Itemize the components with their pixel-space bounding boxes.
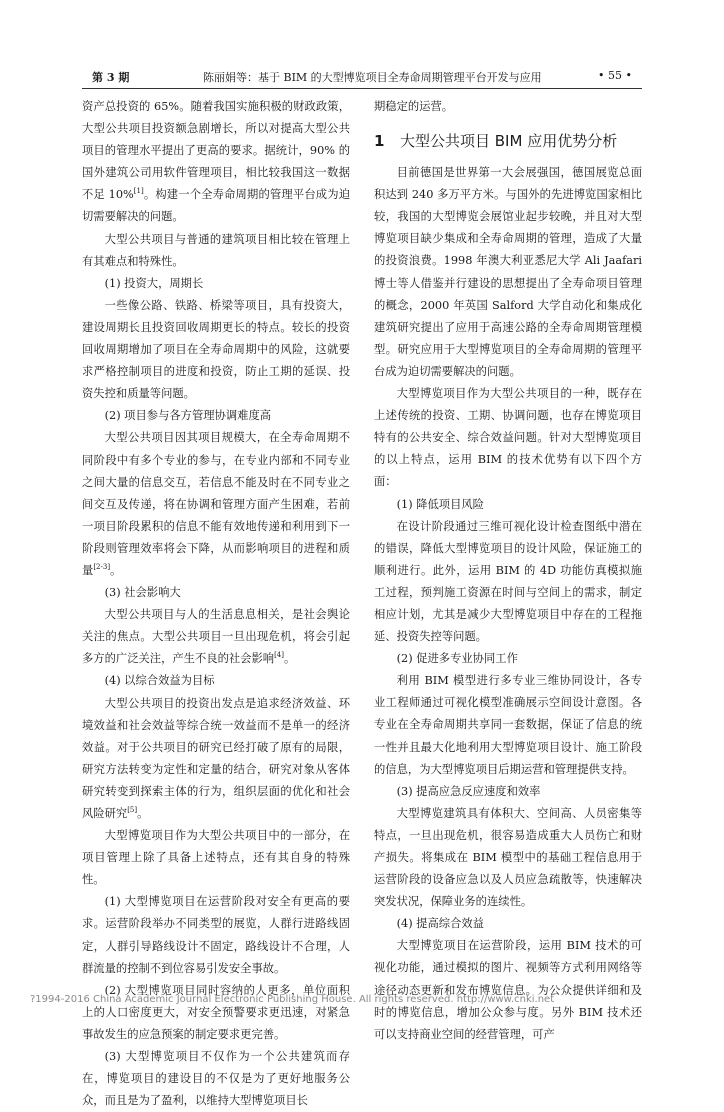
paragraph: 在设计阶段通过三维可视化设计检查图纸中潜在的错误，降低大型博览项目的设计风险，保证施工的顺利进行。此外，运用 BIM 的 4D 功能仿真模拟施工过程，预判施工资源在时间与空间上的需求，制定相应计划，尤其是减少大型博览项目中存在的工程拖延、投资失控等问题。 [374, 519, 642, 644]
paragraph: (3) 大型博览项目不仅作为一个公共建筑而存在，博览项目的建设目的不仅是为了更好地服务公众，而且是为了盈利，以维持大型博览项目长 [82, 1050, 350, 1108]
paragraph: 大型公共项目的投资出发点是追求经济效益、环境效益和社会效益等综合统一效益而不是单一的经济效益。对于公共项目的研究已经打破了原有的局限，研究方法转变为定性和定量的结合，研究对象从客体研究转变到探索主体的行为，组织层面的优化和社会风险研究[5]。 [82, 696, 350, 820]
citation: [1] [133, 187, 144, 196]
section-number: 1 [374, 132, 385, 151]
paragraph: 期稳定的运营。 [374, 100, 454, 113]
subheading: (4) 提高综合效益 [396, 917, 484, 931]
subheading: (3) 社会影响大 [104, 586, 181, 600]
subheading: (3) 提高应急反应速度和效率 [396, 784, 541, 798]
paragraph: 大型博览建筑具有体积大、空间高、人员密集等特点，一旦出现危机，很容易造成重大人员伤亡和财产损失。将集成在 BIM 模型中的基础工程信息用于运营阶段的设备应急以及人员应急疏散等，快速解决突发状况，保障业务的连续性。 [374, 806, 642, 909]
left-column [82, 96, 350, 1112]
header-rule [82, 88, 642, 89]
right-column [374, 96, 642, 1046]
citation: [5] [127, 806, 138, 815]
paragraph: 资产总投资的 65%。随着我国实施积极的财政政策，大型公共项目投资额急剧增长，所以对提高大型公共项目的管理水平提出了更高的要求。据统计，90% 的国外建筑公司用软件管理项目，相比较我国这一数据不足 10%[1]。构建一个全寿命周期的管理平台成为迫切需要解决的问题。 [82, 100, 350, 224]
paragraph: 目前德国是世界第一大会展强国，德国展览总面积达到 240 多万平方米。与国外的先进博览国家相比较，我国的大型博览会展馆业起步较晚，并且对大型博览项目缺少集成和全寿命周期的管理，造成了大量的投资浪费。1998 年澳大利亚悉尼大学 Ali Jaafari 博士等人借鉴并行建设的思想提出了全寿命项目管理的概念，2000 年英国 Salford 大学自动化和集成化建筑研究提出了应用于高速公路的全寿命周期管理模型。研究应用于大型博览项目的全寿命周期的管理平台成为迫切需要解决的问题。 [374, 166, 642, 378]
paragraph: 大型公共项目与普通的建筑项目相比较在管理上有其难点和特殊性。 [82, 232, 350, 268]
citation: [4] [274, 651, 284, 660]
subheading: (1) 降低项目风险 [396, 497, 484, 511]
paragraph: 大型公共项目与人的生活息息相关，是社会舆论关注的焦点。大型公共项目一旦出现危机，将会引起多方的广泛关注，产生不良的社会影响[4]。 [82, 608, 350, 666]
running-header [82, 68, 642, 86]
copyright-footer: ?1994-2016 China Academic Journal Electronic Publishing House. All rights reserved. http://www.cnki.net [30, 994, 555, 1005]
paragraph: 利用 BIM 模型进行多专业三维协同设计，各专业工程师通过可视化模型准确展示空间设计意图。各专业在全寿命周期共享同一套数据，保证了信息的统一性并且最大化地利用大型博览项目设计、施工阶段的信息，为大型博览项目后期运营和管理提供支持。 [374, 674, 642, 776]
citation: [2-3] [93, 563, 111, 572]
paragraph: 大型博览项目作为大型公共项目中的一部分，在项目管理上除了具备上述特点，还有其自身的特殊性。 [82, 829, 350, 887]
paragraph: 大型公共项目因其项目规模大，在全寿命周期不同阶段中有多个专业的参与，在专业内部和不同专业之间大量的信息交互，若信息不能及时在不同专业之间交互及传递，将在协调和管理方面产生困难，若前一项目阶段累积的信息不能有效地传递和利用到下一阶段则管理效率将会下降，从而影响项目的进程和质量[2-3]。 [82, 431, 350, 577]
paragraph: (1) 大型博览项目在运营阶段对安全有更高的要求。运营阶段举办不同类型的展览，人群行进路线固定，人群引导路线设计不固定，路线设计不合理，人群流量的控制不到位容易引发安全事故。 [82, 895, 350, 975]
paragraph: 一些像公路、铁路、桥梁等项目，具有投资大，建设周期长且投资回收周期更长的特点。较长的投资回收周期增加了项目在全寿命周期中的风险，这就要求严格控制项目的进度和投资，防止工期的延误、投资失控和质量等问题。 [82, 298, 350, 401]
subheading: (4) 以综合效益为目标 [104, 674, 215, 688]
subheading: (2) 项目参与各方管理协调难度高 [104, 409, 272, 423]
page-number: • 55 • [598, 69, 632, 82]
section-title: 大型公共项目 BIM 应用优势分析 [400, 132, 618, 151]
section-heading [374, 130, 642, 152]
issue-number: 第 3 期 [92, 71, 130, 84]
subheading: (1) 投资大，周期长 [104, 276, 204, 290]
paragraph: 大型博览项目在运营阶段，运用 BIM 技术的可视化功能，通过模拟的图片、视频等方式利用网络等途径动态更新和发布博览信息。为公众提供详细和及时的博览信息，增加公众参与度。另外 BIM 技术还可以支持商业空间的经营管理，可产 [374, 939, 642, 1041]
paragraph: (2) 大型博览项目同时容纳的人更多，单位面积上的人口密度更大，对安全预警要求更迅速，对紧急事故发生的应急预案的制定要求更完善。 [82, 983, 350, 1041]
subheading: (2) 促进多专业协同工作 [396, 652, 518, 666]
running-title: 陈丽娟等：基于 BIM 的大型博览项目全寿命周期管理平台开发与应用 [203, 71, 542, 84]
paragraph: 大型博览项目作为大型公共项目的一种，既存在上述传统的投资、工期、协调问题，也存在博览项目特有的公共安全、综合效益问题。针对大型博览项目的以上特点，运用 BIM 的技术优势有以下四个方面： [374, 387, 642, 489]
